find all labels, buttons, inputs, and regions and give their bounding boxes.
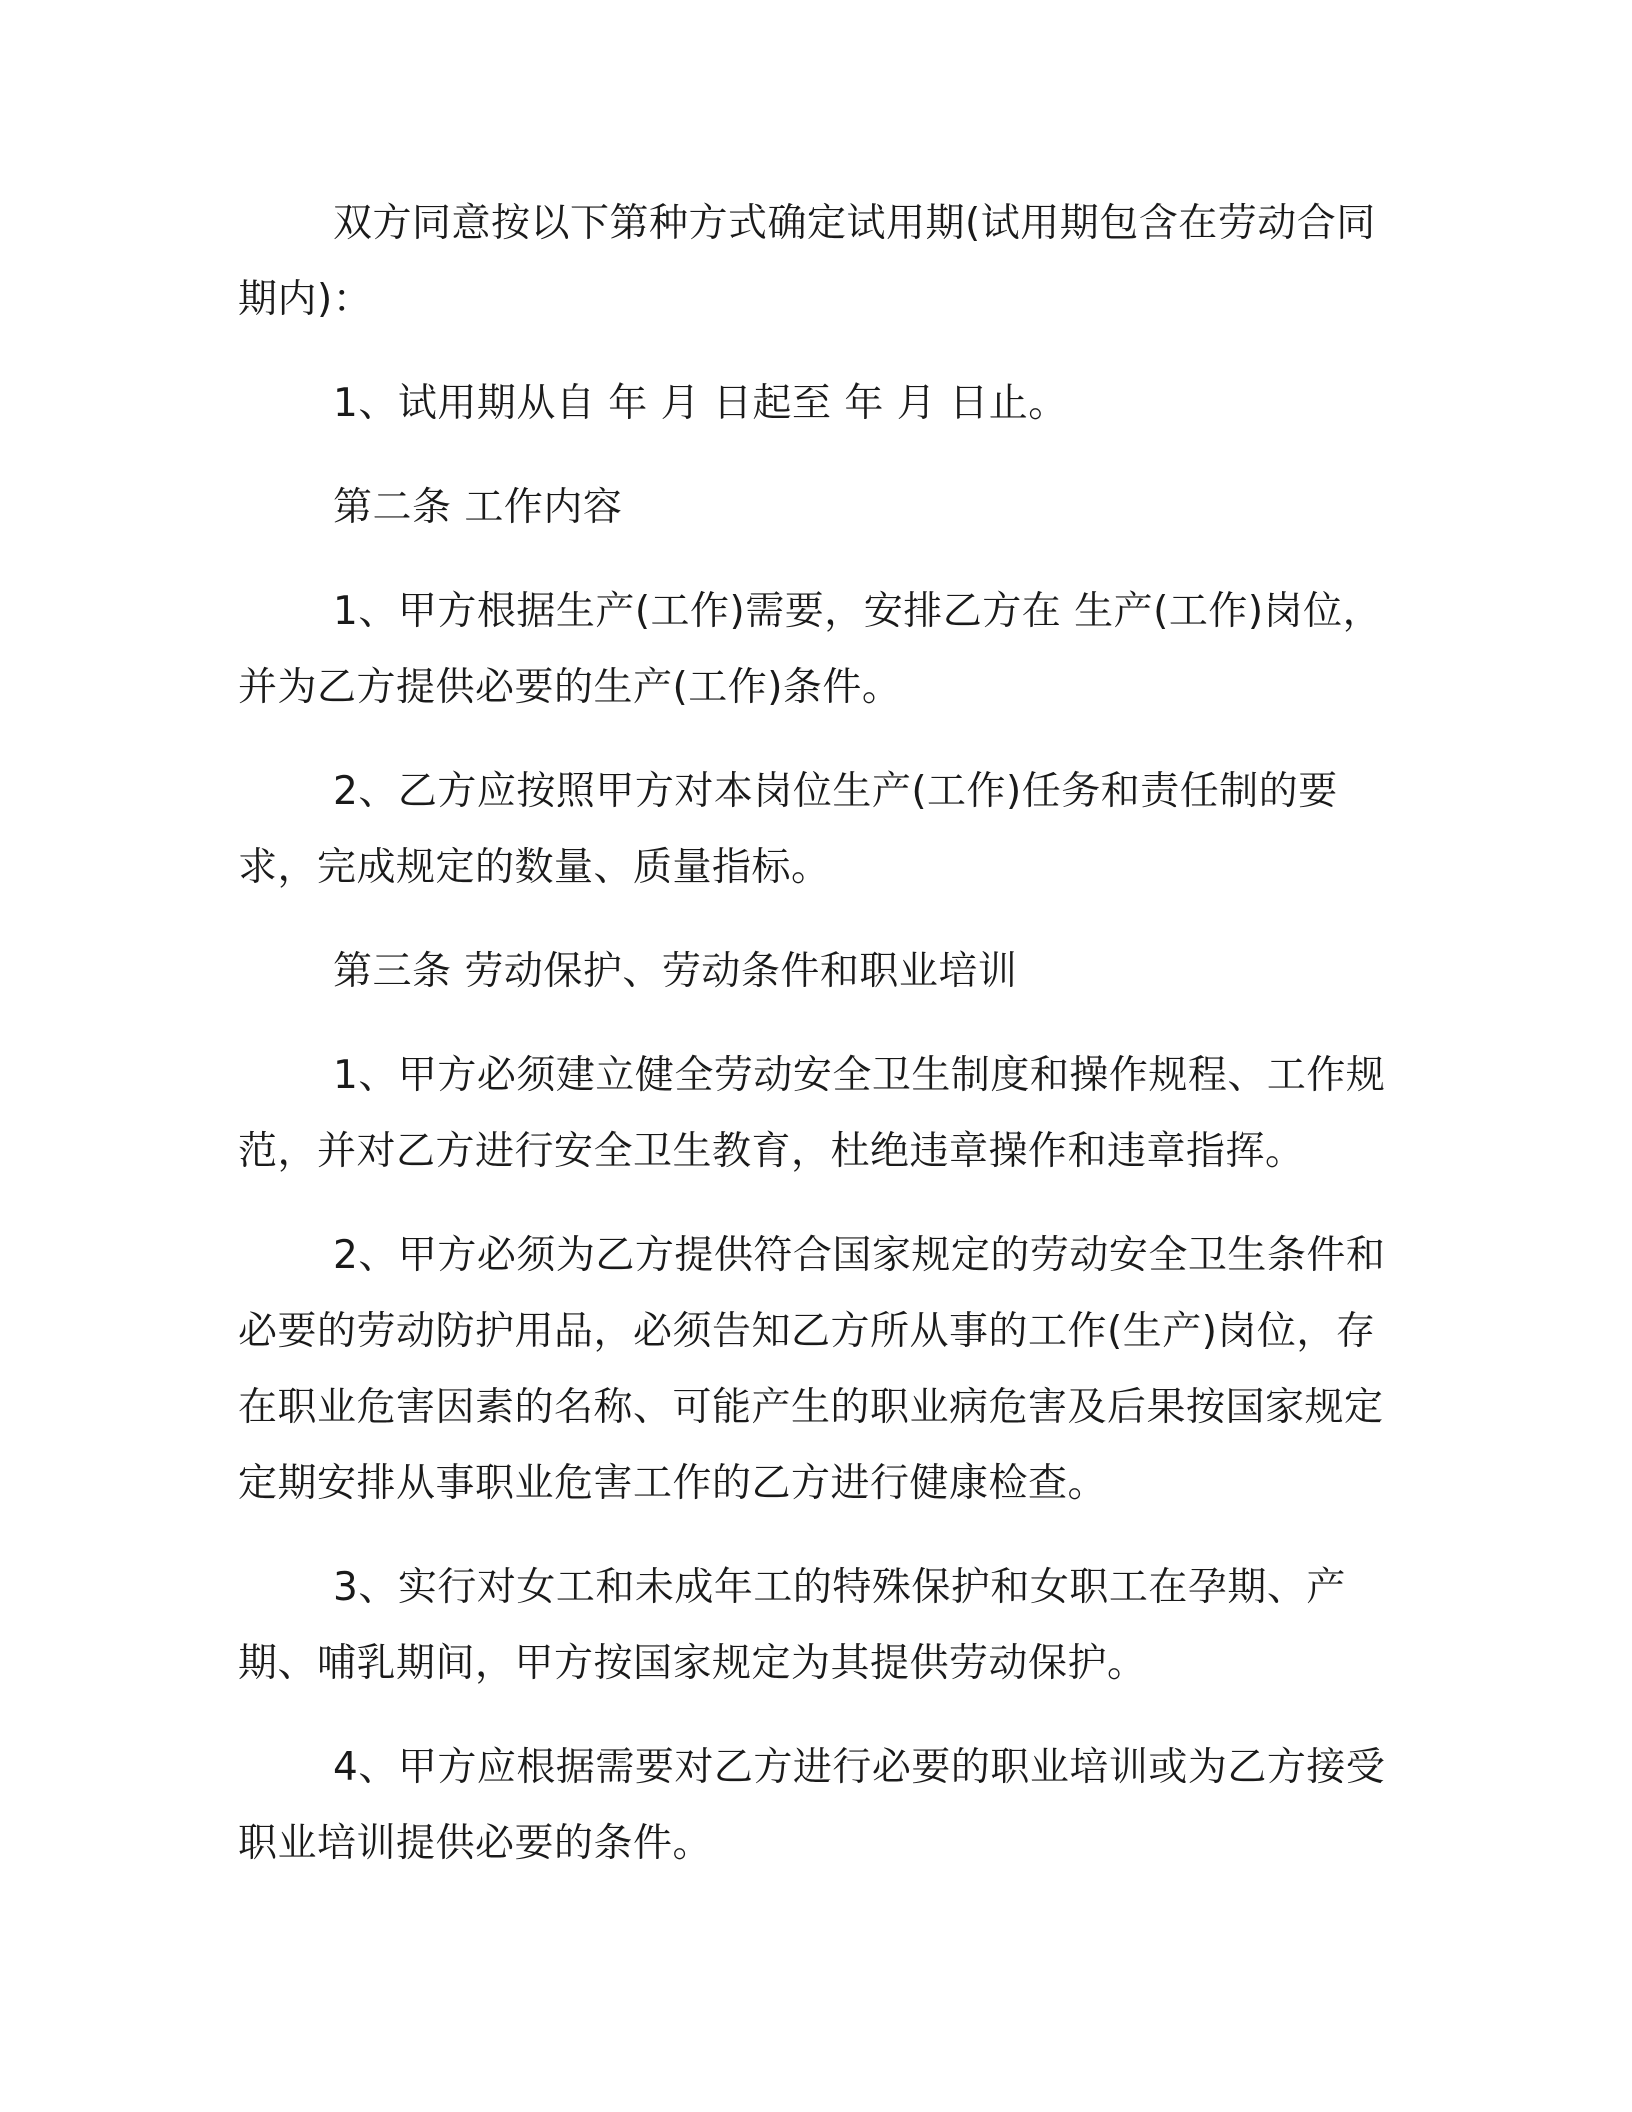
section-heading-labor-protection: 第三条 劳动保护、劳动条件和职业培训 <box>333 949 1018 994</box>
section-heading-work-content: 第二条 工作内容 <box>333 485 623 530</box>
paragraph-probation-period: 1、试用期从自 年 月 日起至 年 月 日止。 <box>333 381 1068 426</box>
document-body <box>238 186 1388 1910</box>
paragraph-probation-intro: 双方同意按以下第种方式确定试用期(试用期包含在劳动合同期内)： <box>238 201 1376 322</box>
paragraph-work-assignment: 1、甲方根据生产(工作)需要，安排乙方在 生产(工作)岗位，并为乙方提供必要的生产(工作)条件。 <box>238 589 1383 710</box>
paragraph-work-requirements: 2、乙方应按照甲方对本岗位生产(工作)任务和责任制的要求，完成规定的数量、质量指标。 <box>238 769 1338 890</box>
paragraph-special-protection: 3、实行对女工和未成年工的特殊保护和女职工在孕期、产期、哺乳期间，甲方按国家规定为其提供劳动保护。 <box>238 1565 1346 1686</box>
paragraph-protective-equipment: 2、甲方必须为乙方提供符合国家规定的劳动安全卫生条件和必要的劳动防护用品，必须告知乙方所从事的工作(生产)岗位，存在职业危害因素的名称、可能产生的职业病危害及后果按国家规定定期安排从事职业危害工作的乙方进行健康检查。 <box>238 1233 1386 1506</box>
paragraph-vocational-training: 4、甲方应根据需要对乙方进行必要的职业培训或为乙方接受职业培训提供必要的条件。 <box>238 1745 1386 1866</box>
paragraph-safety-system: 1、甲方必须建立健全劳动安全卫生制度和操作规程、工作规范，并对乙方进行安全卫生教育，杜绝违章操作和违章指挥。 <box>238 1053 1386 1174</box>
